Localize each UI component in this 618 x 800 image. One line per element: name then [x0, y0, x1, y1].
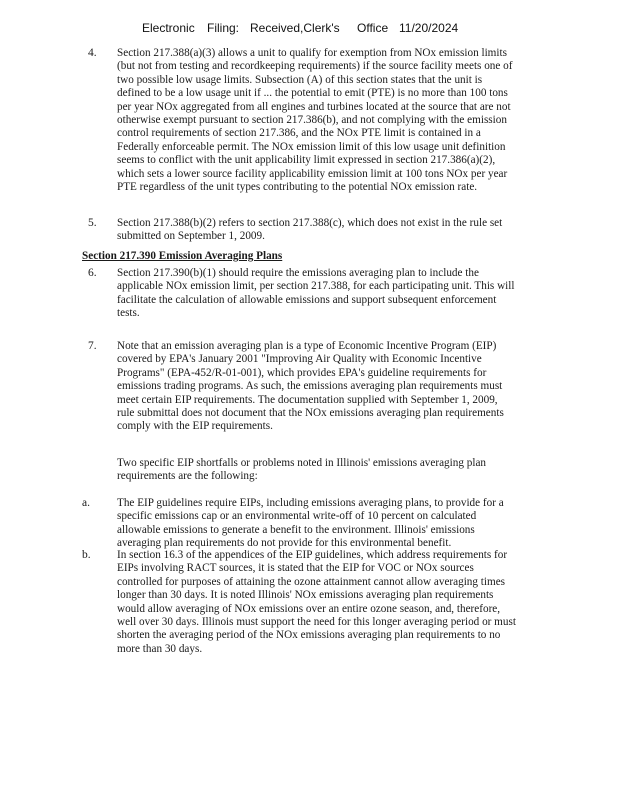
- text-line: Section 217.388(a)(3) allows a unit to qualify for exemption from NOx emission limits: [117, 47, 507, 59]
- text-line: EIPs involving RACT sources, it is stated that the EIP for VOC or NOx sources: [117, 562, 474, 575]
- text-line: defined to be a low usage unit if ... the potential to emit (PTE) is no more than 100 tons: [117, 87, 508, 100]
- text-line: requirements are the following:: [117, 470, 258, 483]
- item-number: a.: [82, 497, 90, 509]
- text-line: tests.: [117, 307, 140, 320]
- text-line: rule submittal does not document that the NOx emissions averaging plan requirements: [117, 407, 504, 420]
- text-line: specific emissions cap or an environmental write-off of 10 percent on calculated: [117, 510, 477, 523]
- text-line: Section 217.388(b)(2) refers to section 217.388(c), which does not exist in the rule set: [117, 217, 503, 229]
- header-office: Office: [357, 21, 389, 35]
- item-text: [117, 340, 504, 434]
- text-line: which sets a lower source facility applicability emission limit at 100 tons NOx per year: [117, 167, 508, 180]
- header-received: Received,Clerk's: [250, 21, 340, 35]
- text-line: Note that an emission averaging plan is a type of Economic Incentive Program (EIP): [117, 340, 497, 352]
- header-date: 11/20/2024: [399, 21, 459, 35]
- item-number: b.: [82, 549, 91, 561]
- text-line: averaging plan requirements do not provide for this environmental benefit.: [117, 537, 452, 550]
- text-line: shorten the averaging period of the NOx emissions averaging plan requirements to no: [117, 629, 501, 642]
- section-heading: Section 217.390 Emission Averaging Plans: [82, 250, 283, 262]
- text-line: would allow averaging of NOx emissions over an entire ozone season, and, therefore,: [117, 602, 501, 615]
- item-text: [117, 457, 486, 484]
- text-line: more than 30 days.: [117, 642, 203, 655]
- text-line: Section 217.390(b)(1) should require the emissions averaging plan to include the: [117, 267, 479, 279]
- item-number: 6.: [88, 267, 97, 279]
- text-line: emissions trading programs. As such, the emissions averaging plan requirements must: [117, 380, 503, 393]
- text-line: applicable NOx emission limit, per section 217.388, for each participating unit. This will: [117, 280, 515, 293]
- text-line: PTE regardless of the unit types contributing to the potential NOx emission rate.: [117, 181, 478, 194]
- header-electronic: Electronic: [142, 21, 195, 35]
- text-line: The EIP guidelines require EIPs, including emissions averaging plans, to provide for a: [117, 497, 504, 509]
- text-line: longer than 30 days. It is noted Illinois' NOx emissions averaging plan requirements: [117, 589, 494, 602]
- item-text: [117, 497, 504, 551]
- text-line: control requirements of section 217.386, and the NOx PTE limit is contained in a: [117, 127, 481, 140]
- text-line: controlled for purposes of attaining the ozone attainment cannot allow averaging times: [117, 575, 506, 588]
- text-line: Two specific EIP shortfalls or problems noted in Illinois' emissions averaging plan: [117, 457, 487, 469]
- text-line: per year NOx aggregated from all engines and turbines located at the source that are not: [117, 100, 511, 113]
- item-number: 7.: [88, 340, 97, 352]
- text-line: Federally enforceable permit. The NOx emission limit of this low usage unit definition: [117, 140, 506, 153]
- text-line: facilitate the calculation of allowable emissions and support subsequent enforcement: [117, 293, 497, 306]
- item-number: 5.: [88, 217, 97, 229]
- item-number: 4.: [88, 47, 97, 59]
- text-line: submitted on September 1, 2009.: [117, 230, 265, 243]
- text-line: two possible low usage limits. Subsection (A) of this section states that the unit is: [117, 73, 483, 86]
- text-line: Programs" (EPA-452/R-01-001), which provides EPA's guideline requirements for: [117, 366, 487, 379]
- text-line: (but not from testing and recordkeeping requirements) if the source facility meets one of: [117, 60, 513, 73]
- text-line: covered by EPA's January 2001 "Improving Air Quality with Economic Incentive: [117, 353, 482, 366]
- item-text: [117, 267, 515, 321]
- text-line: allowable emissions to generate a benefit to the environment. Illinois' emissions: [117, 523, 475, 536]
- text-line: comply with the EIP requirements.: [117, 420, 273, 433]
- text-line: well over 30 days. Illinois must support the need for this longer averaging period or must: [117, 616, 516, 629]
- text-line: seems to conflict with the unit applicability limit expressed in section 217.386(a)(2),: [117, 154, 496, 167]
- item-text: [117, 549, 516, 656]
- text-line: meet certain EIP requirements. The documentation supplied with September 1, 2009,: [117, 393, 498, 406]
- text-line: otherwise exempt pursuant to section 217.386(b), and not complying with the emission: [117, 114, 507, 127]
- header-filing: Filing:: [207, 21, 240, 35]
- item-text: [117, 47, 512, 194]
- item-text: [117, 217, 502, 244]
- text-line: In section 16.3 of the appendices of the EIP guidelines, which address requirements for: [117, 549, 508, 561]
